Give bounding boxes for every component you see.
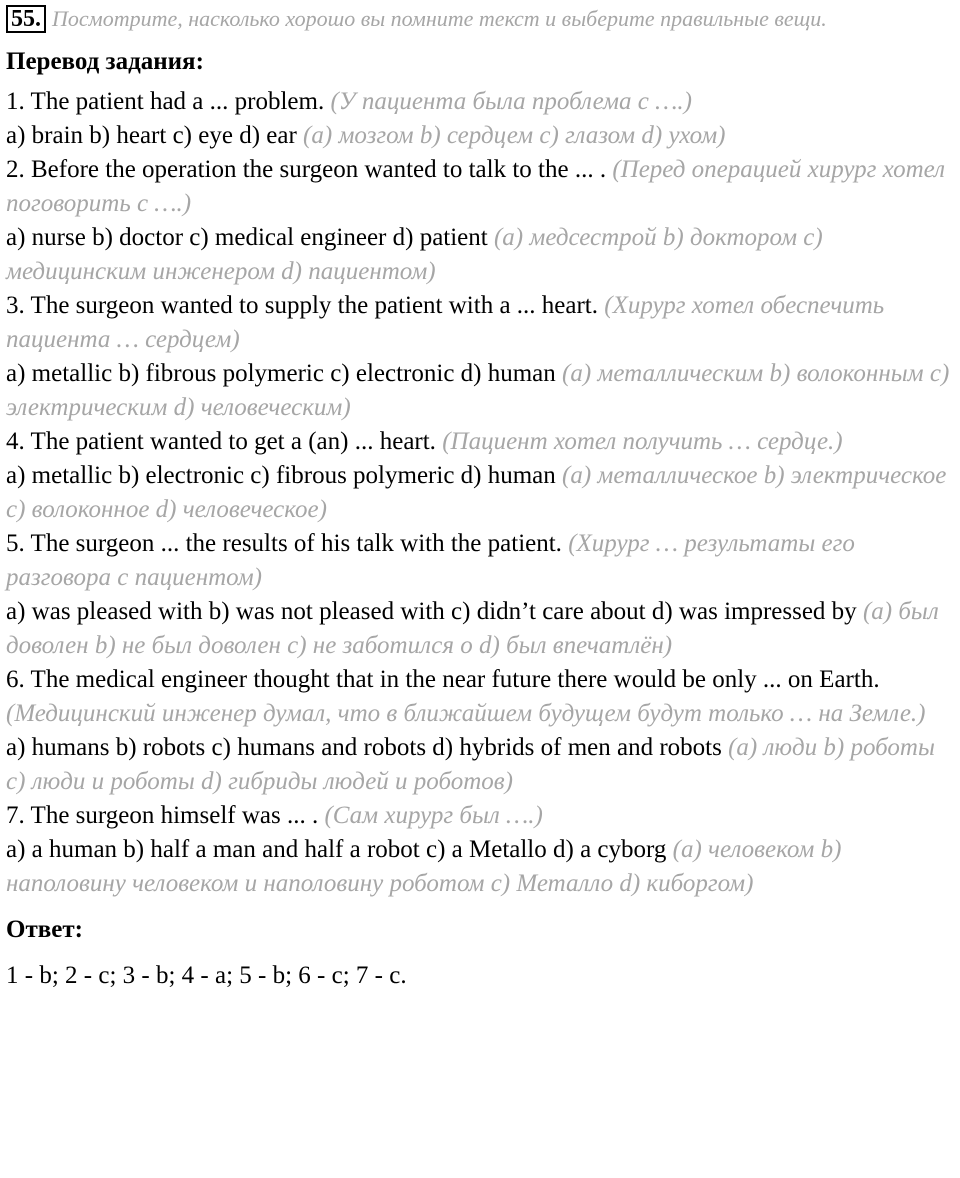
options-text: a) metallic b) electronic c) fibrous polymeric d) human <box>6 462 556 489</box>
options-translation: (a) был доволен b) не был доволен c) не заботился о d) был впечатлён) <box>6 598 939 659</box>
options-5 <box>6 595 956 663</box>
options-3 <box>6 357 956 425</box>
question-text: 5. The surgeon ... the results of his talk with the patient. <box>6 530 562 557</box>
exercise-page <box>6 4 956 991</box>
question-translation: (Перед операцией хирург хотел поговорить с ….) <box>6 156 946 217</box>
question-6 <box>6 663 956 731</box>
question-2 <box>6 153 956 221</box>
options-2 <box>6 221 956 289</box>
question-translation: (Пациент хотел получить … сердце.) <box>442 428 843 455</box>
options-text: a) nurse b) doctor c) medical engineer d) patient <box>6 224 488 251</box>
question-text: 1. The patient had a ... problem. <box>6 88 325 115</box>
question-1 <box>6 85 956 119</box>
options-translation: (a) человеком b) наполовину человеком и наполовину роботом c) Металло d) киборгом) <box>6 836 842 897</box>
options-text: a) metallic b) fibrous polymeric c) electronic d) human <box>6 360 556 387</box>
options-6 <box>6 731 956 799</box>
options-translation: (a) медсестрой b) доктором c) медицинским инженером d) пациентом) <box>6 224 823 285</box>
options-translation: (a) металлическое b) электрическое c) волоконное d) человеческое) <box>6 462 947 523</box>
question-text: 4. The patient wanted to get a (an) ... heart. <box>6 428 436 455</box>
options-7 <box>6 833 956 901</box>
exercise-number: 55. <box>6 5 46 33</box>
question-list <box>6 85 956 901</box>
options-4 <box>6 459 956 527</box>
question-text: 2. Before the operation the surgeon wanted to talk to the ... . <box>6 156 607 183</box>
question-3 <box>6 289 956 357</box>
exercise-instruction: Посмотрите, насколько хорошо вы помните текст и выберите правильные вещи. <box>52 6 827 31</box>
question-text: 6. The medical engineer thought that in the near future there would be only ... on Earth. <box>6 666 880 693</box>
question-translation: (Медицинский инженер думал, что в ближайшем будущем будут только … на Земле.) <box>6 700 926 727</box>
question-text: 7. The surgeon himself was ... . <box>6 802 319 829</box>
options-text: a) brain b) heart c) eye d) ear <box>6 122 297 149</box>
question-translation: (Сам хирург был ….) <box>324 802 543 829</box>
translation-title: Перевод задания: <box>6 48 204 75</box>
answer-text: 1 - b; 2 - c; 3 - b; 4 - a; 5 - b; 6 - c; 7 - c. <box>6 962 407 989</box>
question-translation: (Хирург хотел обеспечить пациента … сердцем) <box>6 292 885 353</box>
question-5 <box>6 527 956 595</box>
exercise-header <box>6 4 956 33</box>
options-1 <box>6 119 956 153</box>
options-translation: (a) мозгом b) сердцем c) глазом d) ухом) <box>303 122 726 149</box>
options-text: a) a human b) half a man and half a robot c) a Metallo d) a cyborg <box>6 836 667 863</box>
question-translation: (Хирург … результаты его разговора с пациентом) <box>6 530 855 591</box>
question-text: 3. The surgeon wanted to supply the patient with a ... heart. <box>6 292 599 319</box>
question-translation: (У пациента была проблема с ….) <box>330 88 692 115</box>
options-translation: (a) люди b) роботы c) люди и роботы d) гибриды людей и роботов) <box>6 734 935 795</box>
options-text: a) humans b) robots c) humans and robots d) hybrids of men and robots <box>6 734 722 761</box>
question-7 <box>6 799 956 833</box>
options-text: a) was pleased with b) was not pleased with c) didn’t care about d) was impressed by <box>6 598 857 625</box>
question-4 <box>6 425 956 459</box>
options-translation: (a) металлическим b) волоконным c) электрическим d) человеческим) <box>6 360 950 421</box>
answer-title: Ответ: <box>6 916 83 943</box>
